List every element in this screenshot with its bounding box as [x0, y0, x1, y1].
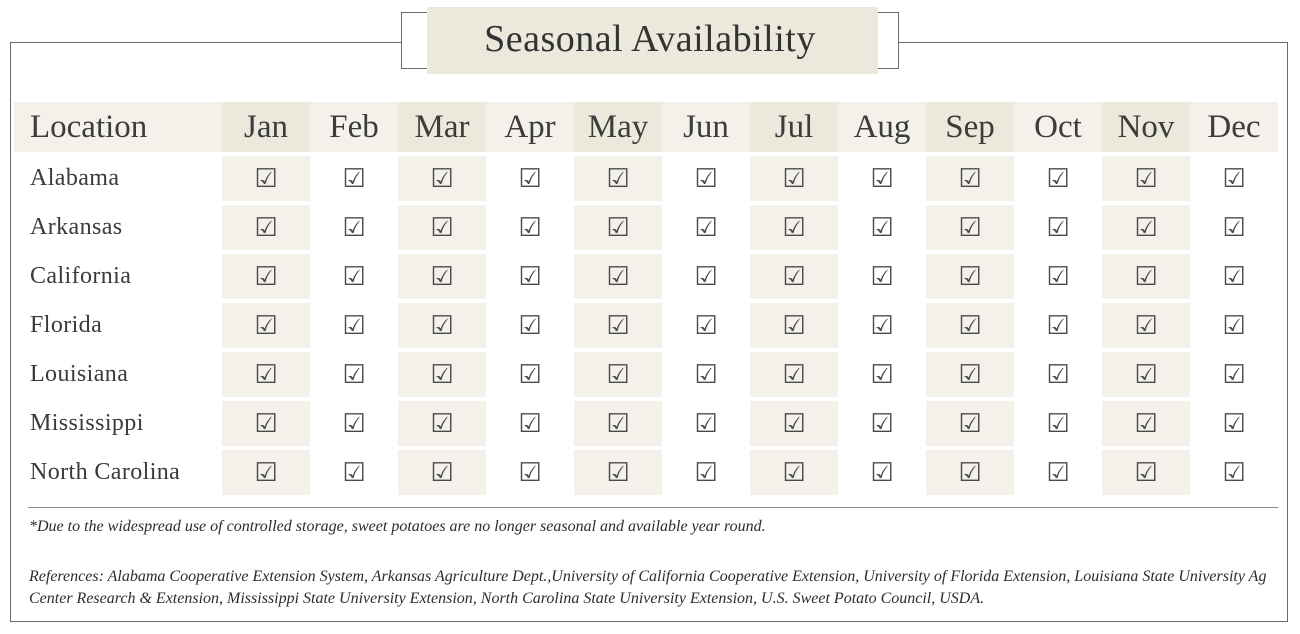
availability-cell — [838, 352, 926, 397]
availability-cell — [398, 401, 486, 446]
checkbox-checked-icon: ☑ — [694, 163, 718, 194]
checkbox-checked-icon: ☑ — [1046, 310, 1070, 341]
availability-table — [14, 98, 1278, 499]
availability-cell — [1102, 156, 1190, 201]
availability-cell — [1102, 254, 1190, 299]
checkbox-checked-icon: ☑ — [1134, 359, 1158, 390]
checkbox-checked-icon: ☑ — [1046, 408, 1070, 439]
column-header-apr: Apr — [486, 102, 574, 152]
checkbox-checked-icon: ☑ — [342, 310, 366, 341]
availability-cell — [310, 352, 398, 397]
availability-cell — [1102, 352, 1190, 397]
checkbox-checked-icon: ☑ — [606, 310, 630, 341]
availability-cell — [838, 401, 926, 446]
availability-cell — [574, 254, 662, 299]
checkbox-checked-icon: ☑ — [1134, 163, 1158, 194]
checkbox-checked-icon: ☑ — [782, 457, 806, 488]
location-label: North Carolina — [30, 459, 181, 485]
availability-cell — [574, 401, 662, 446]
table-row — [14, 156, 1278, 201]
availability-cell — [838, 254, 926, 299]
availability-cell — [1190, 205, 1278, 250]
location-label: Florida — [30, 312, 103, 338]
checkbox-checked-icon: ☑ — [606, 163, 630, 194]
availability-cell — [1102, 205, 1190, 250]
column-header-feb: Feb — [310, 102, 398, 152]
checkbox-checked-icon: ☑ — [430, 408, 454, 439]
availability-cell — [310, 450, 398, 495]
availability-cell — [574, 303, 662, 348]
availability-cell — [310, 401, 398, 446]
checkbox-checked-icon: ☑ — [254, 261, 278, 292]
checkbox-checked-icon: ☑ — [430, 359, 454, 390]
availability-cell — [310, 205, 398, 250]
availability-cell — [838, 205, 926, 250]
availability-cell — [310, 254, 398, 299]
availability-cell — [222, 352, 310, 397]
availability-cell — [574, 352, 662, 397]
availability-cell — [398, 352, 486, 397]
checkbox-checked-icon: ☑ — [694, 212, 718, 243]
table-row — [14, 303, 1278, 348]
checkbox-checked-icon: ☑ — [254, 310, 278, 341]
checkbox-checked-icon: ☑ — [958, 261, 982, 292]
checkbox-checked-icon: ☑ — [430, 457, 454, 488]
table-row — [14, 254, 1278, 299]
checkbox-checked-icon: ☑ — [1134, 212, 1158, 243]
checkbox-checked-icon: ☑ — [606, 408, 630, 439]
checkbox-checked-icon: ☑ — [870, 163, 894, 194]
checkbox-checked-icon: ☑ — [958, 457, 982, 488]
checkbox-checked-icon: ☑ — [1046, 261, 1070, 292]
availability-cell — [838, 303, 926, 348]
availability-cell — [1190, 303, 1278, 348]
checkbox-checked-icon: ☑ — [518, 359, 542, 390]
availability-cell — [310, 303, 398, 348]
availability-cell — [1014, 401, 1102, 446]
location-label: Arkansas — [30, 214, 123, 240]
availability-cell — [838, 450, 926, 495]
availability-cell — [1014, 450, 1102, 495]
availability-cell — [926, 401, 1014, 446]
checkbox-checked-icon: ☑ — [870, 310, 894, 341]
availability-cell — [662, 205, 750, 250]
references: References: Alabama Cooperative Extension System, Arkansas Agriculture Dept.,University of California Cooperative Extension, University of Florida Extension, Louisiana State University Ag Center Research & Extension, Mississippi State University Extension, North Carolina State University Extension, U.S. Sweet Potato Council, USDA. — [29, 568, 1267, 607]
availability-cell — [662, 450, 750, 495]
checkbox-checked-icon: ☑ — [606, 359, 630, 390]
availability-cell — [926, 450, 1014, 495]
availability-cell — [750, 156, 838, 201]
checkbox-checked-icon: ☑ — [430, 212, 454, 243]
checkbox-checked-icon: ☑ — [1222, 310, 1246, 341]
table-row — [14, 205, 1278, 250]
availability-cell — [1014, 156, 1102, 201]
title-box — [401, 12, 899, 69]
page-title: Seasonal Availability — [484, 18, 816, 60]
availability-cell — [662, 156, 750, 201]
column-header-sep: Sep — [926, 102, 1014, 152]
availability-cell — [750, 205, 838, 250]
availability-cell — [486, 401, 574, 446]
availability-cell — [486, 352, 574, 397]
availability-cell — [222, 254, 310, 299]
checkbox-checked-icon: ☑ — [958, 359, 982, 390]
availability-cell — [750, 254, 838, 299]
divider — [28, 507, 1278, 508]
checkbox-checked-icon: ☑ — [1222, 457, 1246, 488]
availability-cell — [750, 303, 838, 348]
availability-cell — [574, 156, 662, 201]
checkbox-checked-icon: ☑ — [518, 310, 542, 341]
availability-cell — [1014, 205, 1102, 250]
column-header-may: May — [574, 102, 662, 152]
checkbox-checked-icon: ☑ — [1134, 310, 1158, 341]
checkbox-checked-icon: ☑ — [606, 457, 630, 488]
table-body — [14, 156, 1278, 495]
availability-cell — [662, 254, 750, 299]
checkbox-checked-icon: ☑ — [694, 359, 718, 390]
availability-cell — [1102, 303, 1190, 348]
table-row — [14, 352, 1278, 397]
checkbox-checked-icon: ☑ — [1046, 163, 1070, 194]
availability-cell — [1190, 156, 1278, 201]
column-header-jun: Jun — [662, 102, 750, 152]
availability-cell — [926, 303, 1014, 348]
checkbox-checked-icon: ☑ — [430, 163, 454, 194]
column-header-nov: Nov — [1102, 102, 1190, 152]
checkbox-checked-icon: ☑ — [518, 212, 542, 243]
checkbox-checked-icon: ☑ — [782, 163, 806, 194]
availability-cell — [222, 450, 310, 495]
availability-cell — [398, 156, 486, 201]
checkbox-checked-icon: ☑ — [782, 408, 806, 439]
checkbox-checked-icon: ☑ — [958, 212, 982, 243]
checkbox-checked-icon: ☑ — [342, 359, 366, 390]
checkbox-checked-icon: ☑ — [342, 457, 366, 488]
checkbox-checked-icon: ☑ — [1046, 359, 1070, 390]
availability-cell — [926, 352, 1014, 397]
checkbox-checked-icon: ☑ — [694, 261, 718, 292]
availability-cell — [398, 450, 486, 495]
checkbox-checked-icon: ☑ — [1222, 261, 1246, 292]
checkbox-checked-icon: ☑ — [1134, 408, 1158, 439]
location-label: California — [30, 263, 132, 289]
checkbox-checked-icon: ☑ — [342, 212, 366, 243]
availability-cell — [310, 156, 398, 201]
checkbox-checked-icon: ☑ — [1046, 212, 1070, 243]
checkbox-checked-icon: ☑ — [430, 261, 454, 292]
column-header-location: Location — [14, 102, 222, 152]
checkbox-checked-icon: ☑ — [342, 261, 366, 292]
availability-cell — [222, 303, 310, 348]
availability-cell — [574, 450, 662, 495]
availability-cell — [222, 156, 310, 201]
column-header-oct: Oct — [1014, 102, 1102, 152]
checkbox-checked-icon: ☑ — [870, 212, 894, 243]
checkbox-checked-icon: ☑ — [870, 457, 894, 488]
checkbox-checked-icon: ☑ — [1222, 408, 1246, 439]
availability-cell — [1014, 352, 1102, 397]
checkbox-checked-icon: ☑ — [518, 163, 542, 194]
checkbox-checked-icon: ☑ — [254, 457, 278, 488]
footnote: *Due to the widespread use of controlled storage, sweet potatoes are no longer seasonal and available year round. — [29, 518, 766, 535]
checkbox-checked-icon: ☑ — [342, 408, 366, 439]
availability-cell — [486, 254, 574, 299]
checkbox-checked-icon: ☑ — [782, 261, 806, 292]
availability-cell — [926, 205, 1014, 250]
availability-cell — [662, 401, 750, 446]
checkbox-checked-icon: ☑ — [958, 163, 982, 194]
checkbox-checked-icon: ☑ — [958, 310, 982, 341]
availability-cell — [486, 450, 574, 495]
table-header-row — [14, 102, 1278, 152]
checkbox-checked-icon: ☑ — [782, 212, 806, 243]
column-header-jan: Jan — [222, 102, 310, 152]
table-row — [14, 401, 1278, 446]
checkbox-checked-icon: ☑ — [254, 359, 278, 390]
checkbox-checked-icon: ☑ — [870, 408, 894, 439]
location-label: Alabama — [30, 165, 120, 191]
checkbox-checked-icon: ☑ — [518, 457, 542, 488]
checkbox-checked-icon: ☑ — [958, 408, 982, 439]
availability-cell — [486, 303, 574, 348]
column-header-aug: Aug — [838, 102, 926, 152]
availability-cell — [486, 205, 574, 250]
column-header-jul: Jul — [750, 102, 838, 152]
availability-cell — [1190, 450, 1278, 495]
checkbox-checked-icon: ☑ — [606, 212, 630, 243]
availability-cell — [750, 401, 838, 446]
availability-cell — [398, 254, 486, 299]
checkbox-checked-icon: ☑ — [1046, 457, 1070, 488]
availability-cell — [1102, 450, 1190, 495]
checkbox-checked-icon: ☑ — [694, 408, 718, 439]
checkbox-checked-icon: ☑ — [782, 310, 806, 341]
checkbox-checked-icon: ☑ — [430, 310, 454, 341]
checkbox-checked-icon: ☑ — [606, 261, 630, 292]
checkbox-checked-icon: ☑ — [870, 359, 894, 390]
location-label: Louisiana — [30, 361, 129, 387]
checkbox-checked-icon: ☑ — [870, 261, 894, 292]
checkbox-checked-icon: ☑ — [254, 212, 278, 243]
checkbox-checked-icon: ☑ — [342, 163, 366, 194]
checkbox-checked-icon: ☑ — [254, 408, 278, 439]
checkbox-checked-icon: ☑ — [518, 261, 542, 292]
checkbox-checked-icon: ☑ — [1222, 212, 1246, 243]
availability-cell — [662, 303, 750, 348]
checkbox-checked-icon: ☑ — [782, 359, 806, 390]
checkbox-checked-icon: ☑ — [1222, 163, 1246, 194]
availability-cell — [574, 205, 662, 250]
availability-cell — [1190, 401, 1278, 446]
availability-cell — [1014, 254, 1102, 299]
availability-cell — [398, 303, 486, 348]
availability-cell — [926, 254, 1014, 299]
checkbox-checked-icon: ☑ — [1222, 359, 1246, 390]
availability-cell — [222, 401, 310, 446]
checkbox-checked-icon: ☑ — [694, 310, 718, 341]
column-header-mar: Mar — [398, 102, 486, 152]
checkbox-checked-icon: ☑ — [694, 457, 718, 488]
checkbox-checked-icon: ☑ — [518, 408, 542, 439]
location-label: Mississippi — [30, 410, 144, 436]
column-header-dec: Dec — [1190, 102, 1278, 152]
checkbox-checked-icon: ☑ — [1134, 261, 1158, 292]
availability-cell — [486, 156, 574, 201]
availability-cell — [222, 205, 310, 250]
availability-cell — [1102, 401, 1190, 446]
availability-cell — [1014, 303, 1102, 348]
availability-cell — [838, 156, 926, 201]
checkbox-checked-icon: ☑ — [254, 163, 278, 194]
table-row — [14, 450, 1278, 495]
checkbox-checked-icon: ☑ — [1134, 457, 1158, 488]
availability-cell — [750, 450, 838, 495]
availability-cell — [662, 352, 750, 397]
availability-cell — [1190, 254, 1278, 299]
availability-cell — [750, 352, 838, 397]
availability-cell — [398, 205, 486, 250]
availability-cell — [926, 156, 1014, 201]
availability-cell — [1190, 352, 1278, 397]
